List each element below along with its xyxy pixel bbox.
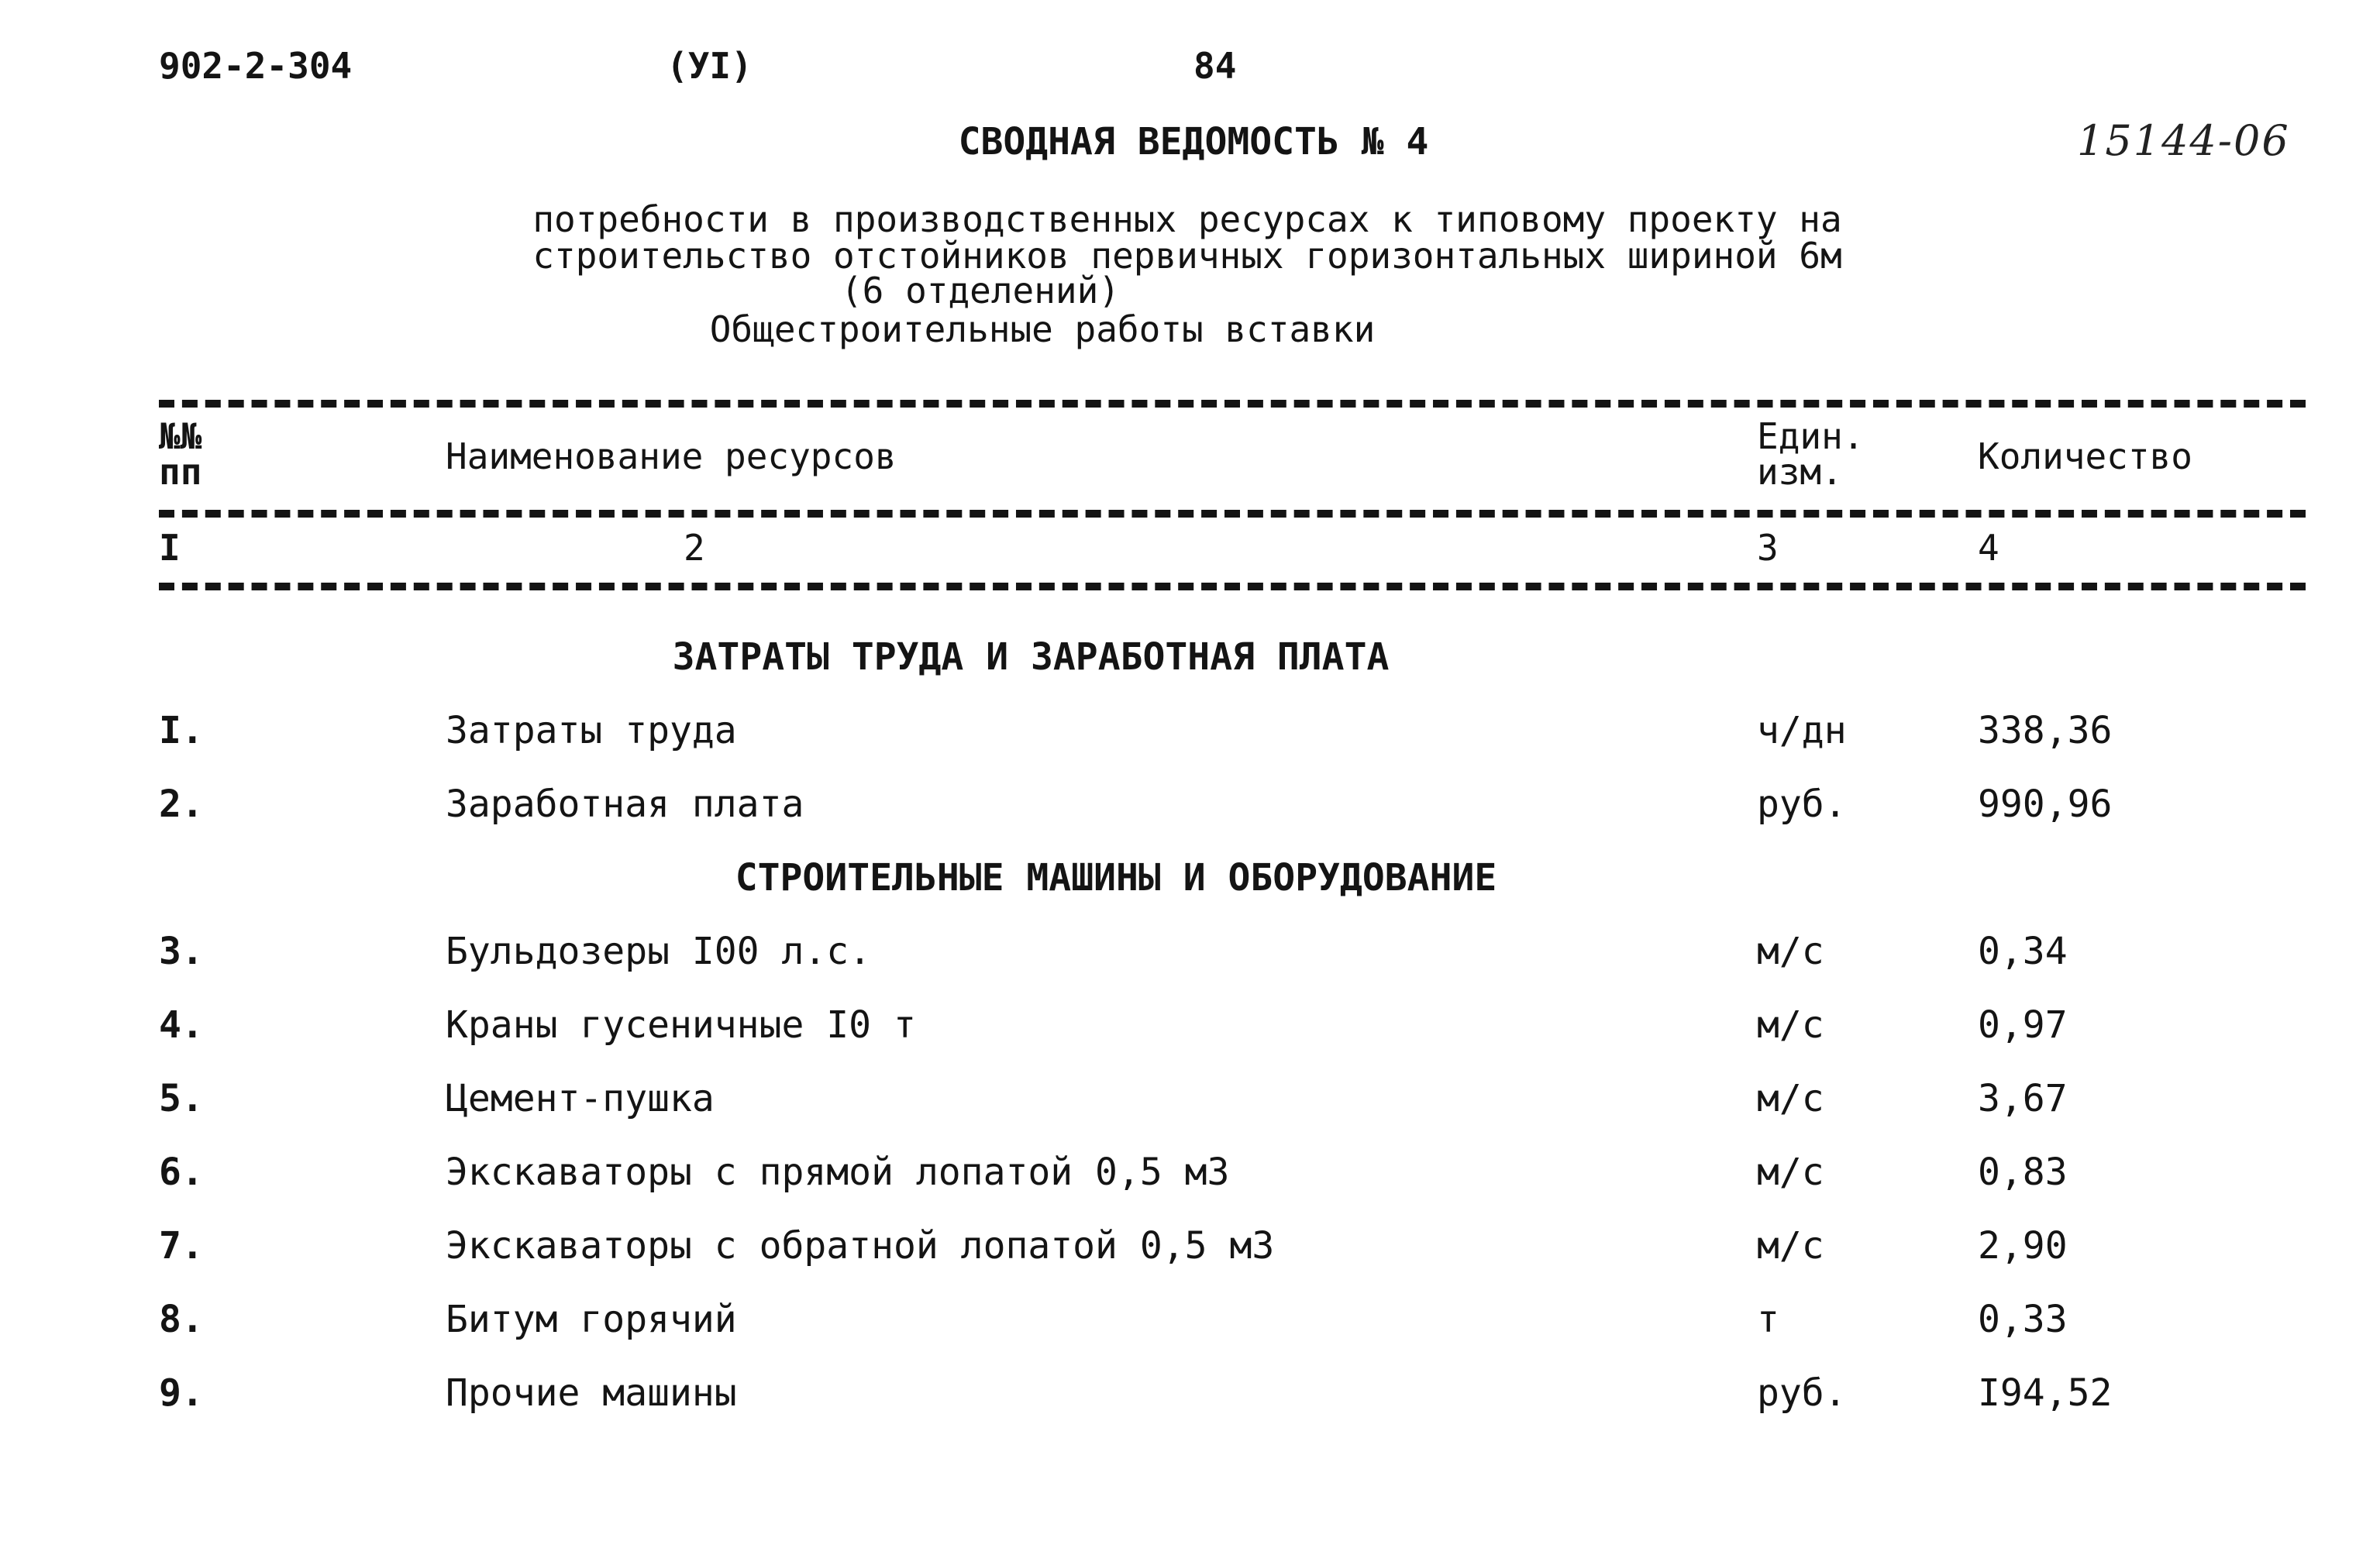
column-number-2: 2 — [684, 527, 705, 569]
row-number: 9. — [159, 1371, 204, 1415]
handwritten-archive-number: 15144-06 — [2077, 116, 2290, 165]
row-unit: руб. — [1757, 783, 1847, 826]
row-name: Затраты труда — [446, 709, 737, 752]
row-quantity: I94,52 — [1978, 1371, 2113, 1415]
row-unit: руб. — [1757, 1371, 1847, 1415]
row-quantity: 2,90 — [1978, 1224, 2068, 1268]
row-quantity: 0,97 — [1978, 1003, 2068, 1047]
section-title-machines: СТРОИТЕЛЬНЫЕ МАШИНЫ И ОБОРУДОВАНИЕ — [735, 856, 1497, 900]
row-quantity: 3,67 — [1978, 1077, 2068, 1120]
row-name: Цемент-пушка — [446, 1077, 715, 1120]
row-name: Экскаваторы с обратной лопатой 0,5 м3 — [446, 1224, 1275, 1268]
column-header-unit — [1757, 415, 1865, 493]
column-header-name: Наименование ресурсов — [446, 435, 897, 477]
column-header-number-line-2: пп — [159, 451, 202, 493]
column-header-unit-line-2: изм. — [1757, 451, 1843, 493]
section-number: (УI) — [666, 45, 753, 87]
row-quantity: 0,33 — [1978, 1298, 2068, 1341]
subtitle-line-4: Общестроительные работы вставки — [709, 308, 1376, 350]
column-header-quantity: Количество — [1978, 435, 2192, 477]
row-number: 8. — [159, 1298, 204, 1341]
row-name: Прочие машины — [446, 1371, 737, 1415]
subtitle-line-1: потребности в производственных ресурсах к типовому проекту на — [532, 198, 1842, 240]
row-name: Краны гусеничные I0 т — [446, 1003, 916, 1047]
row-number: 5. — [159, 1077, 204, 1120]
subtitle-line-3: (6 отделений) — [840, 270, 1121, 311]
row-number: 2. — [159, 783, 204, 826]
row-unit: м/с — [1757, 1003, 1824, 1047]
row-quantity: 990,96 — [1978, 783, 2113, 826]
row-quantity: 0,34 — [1978, 930, 2068, 973]
row-name: Бульдозеры I00 л.с. — [446, 930, 872, 973]
row-name: Экскаваторы с прямой лопатой 0,5 м3 — [446, 1151, 1230, 1194]
row-number: 6. — [159, 1151, 204, 1194]
row-quantity: 338,36 — [1978, 709, 2113, 752]
row-number: 3. — [159, 930, 204, 973]
section-title-labor: ЗАТРАТЫ ТРУДА И ЗАРАБОТНАЯ ПЛАТА — [672, 635, 1390, 679]
subtitle-line-2: строительство отстойников первичных горизонтальных шириной 6м — [532, 235, 1842, 277]
row-unit: м/с — [1757, 930, 1824, 973]
row-number: 4. — [159, 1003, 204, 1047]
column-header-unit-line-1: Един. — [1757, 415, 1865, 457]
table-header-rule — [159, 510, 2306, 518]
column-header-number-line-1: №№ — [159, 415, 202, 457]
column-number-4: 4 — [1978, 527, 1999, 569]
table-top-rule — [159, 400, 2306, 408]
column-header-number — [159, 415, 202, 493]
document-code: 902-2-304 — [159, 45, 353, 87]
row-quantity: 0,83 — [1978, 1151, 2068, 1194]
column-number-1: I — [159, 527, 181, 569]
row-number: 7. — [159, 1224, 204, 1268]
row-name: Битум горячий — [446, 1298, 737, 1341]
row-unit: м/с — [1757, 1077, 1824, 1120]
column-number-3: 3 — [1757, 527, 1779, 569]
row-number: I. — [159, 709, 204, 752]
row-unit: м/с — [1757, 1151, 1824, 1194]
row-unit: м/с — [1757, 1224, 1824, 1268]
row-unit: ч/дн — [1757, 709, 1847, 752]
row-name: Заработная плата — [446, 783, 804, 826]
statement-title: СВОДНАЯ ВЕДОМОСТЬ № 4 — [958, 120, 1429, 163]
table-numbering-rule — [159, 583, 2306, 590]
page-number: 84 — [1193, 45, 1237, 87]
row-unit: т — [1757, 1298, 1779, 1341]
